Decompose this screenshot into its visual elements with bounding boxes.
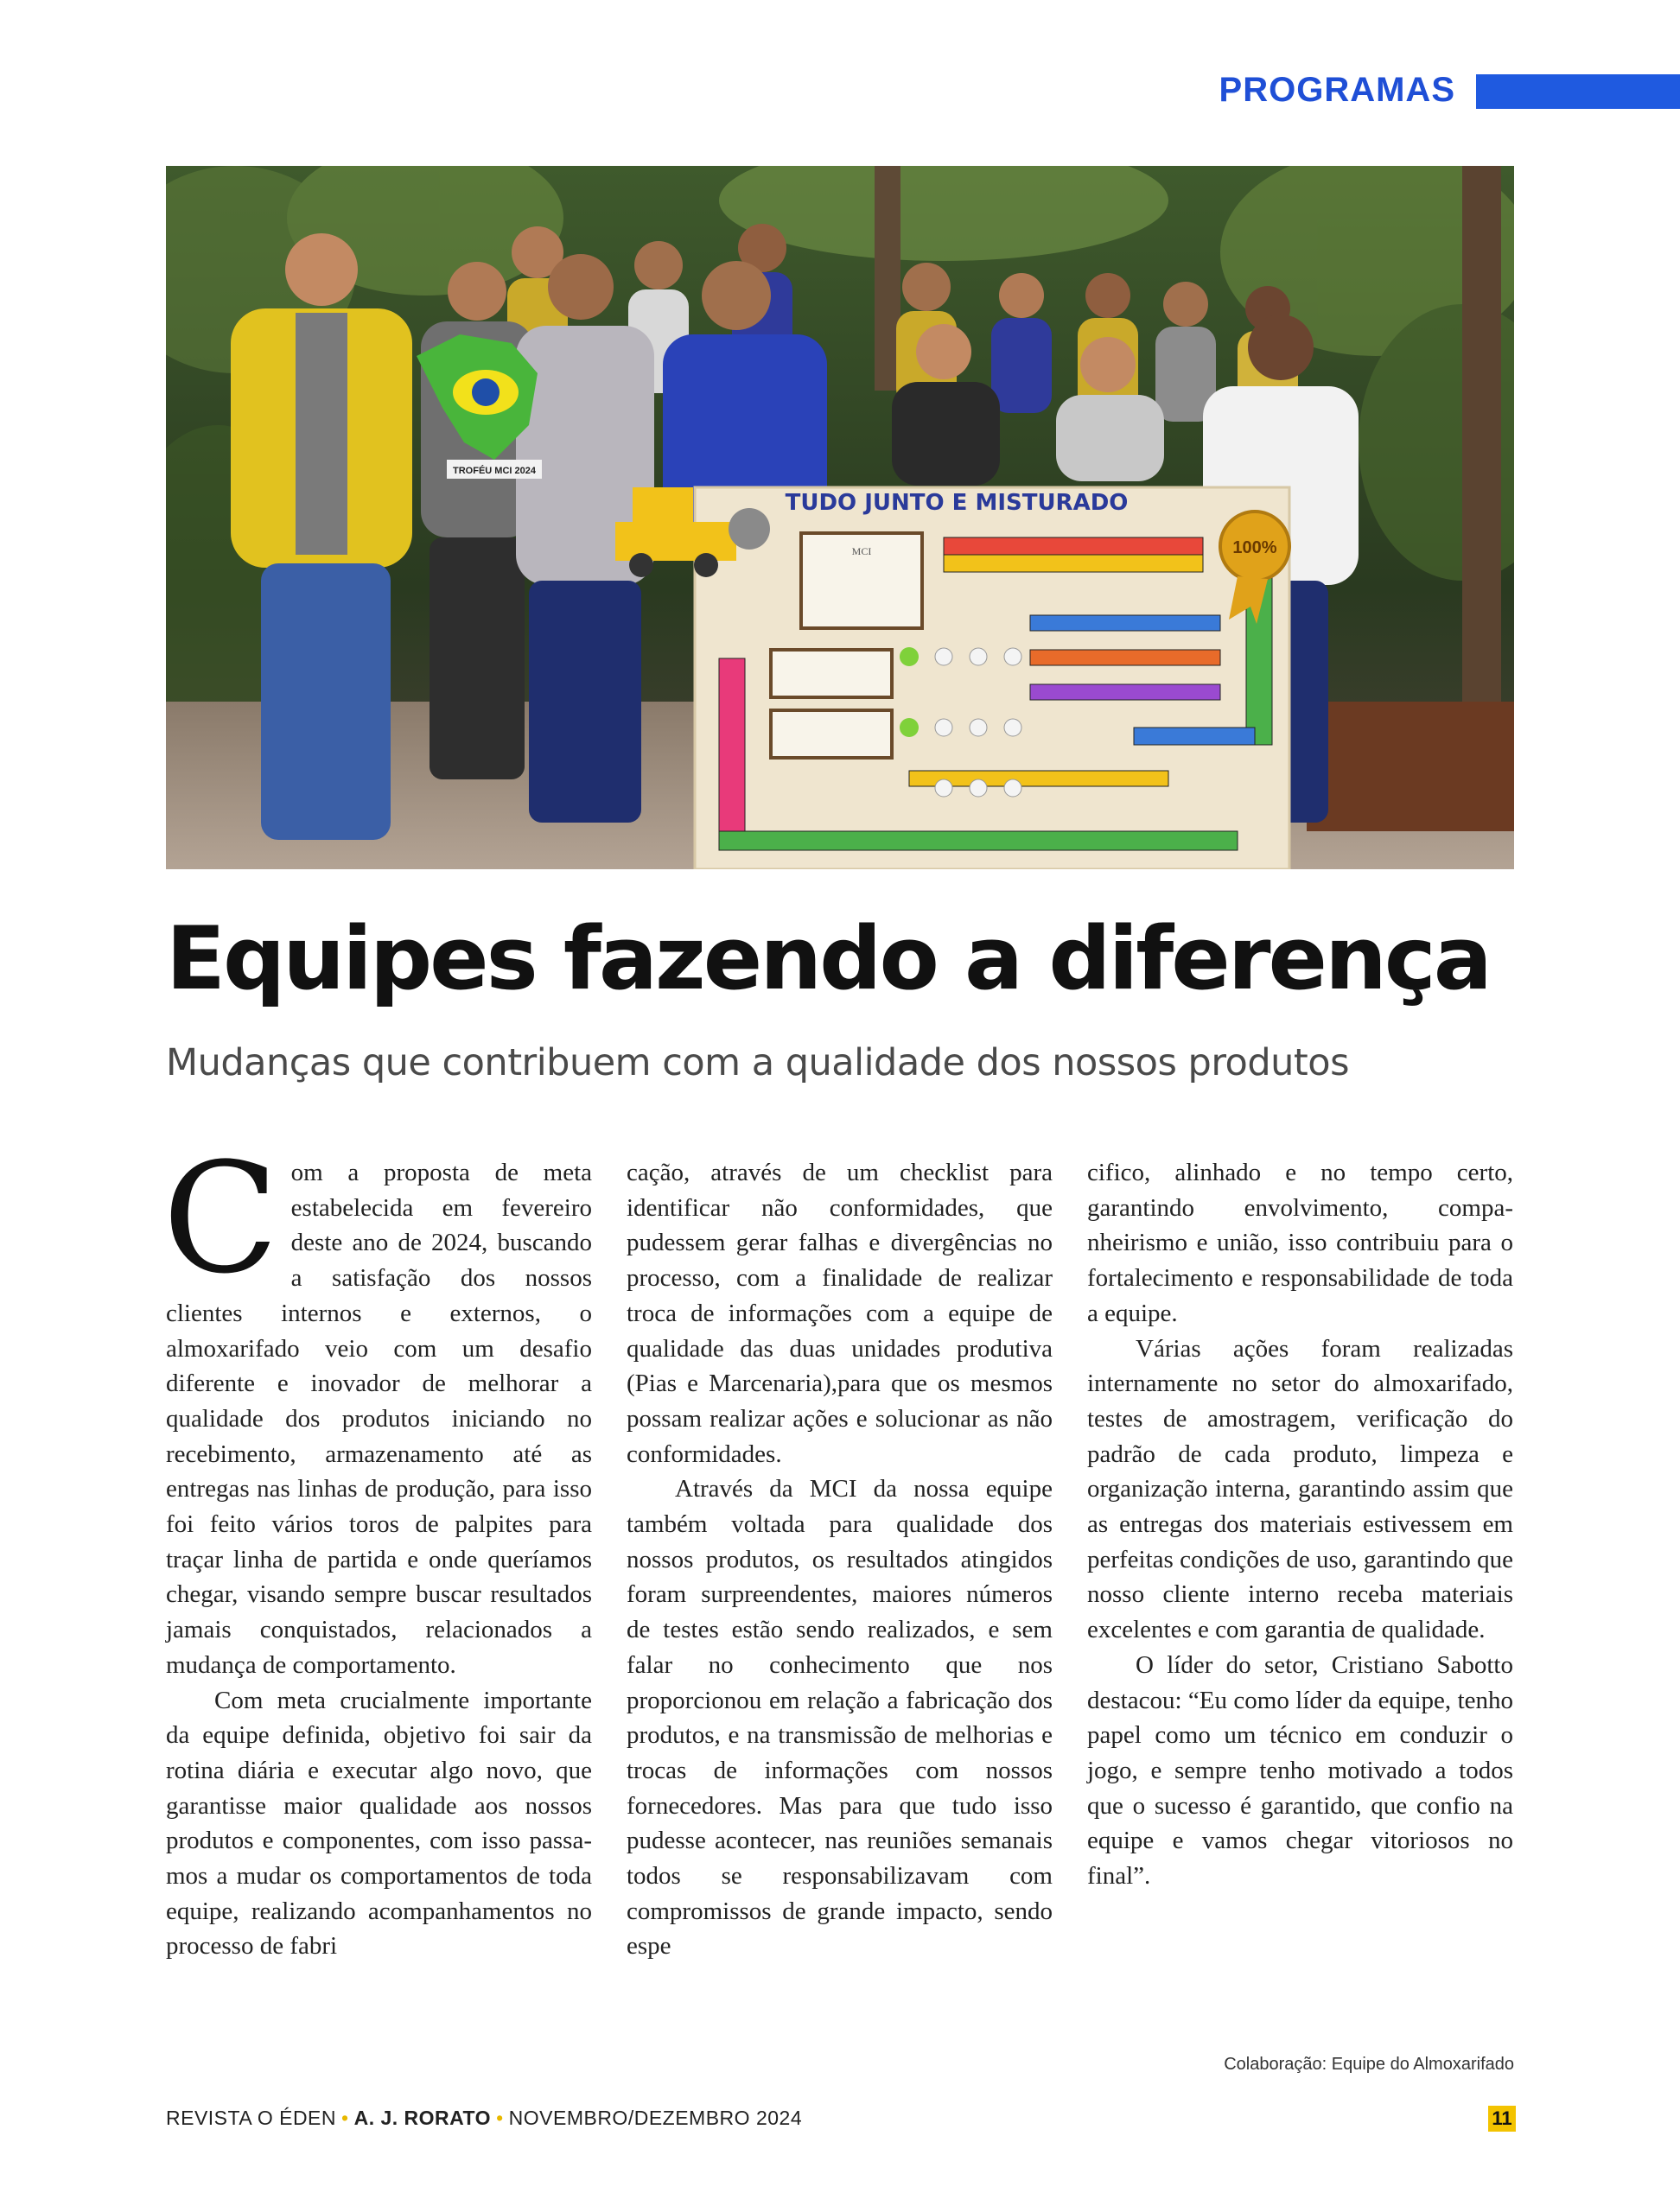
page-footer — [166, 2107, 802, 2130]
paragraph: Com meta crucialmente importante da equipe definida, objetivo foi sair da rotina diária e executar algo novo, que garantisse maior qualidade aos nossos produtos e componentes, com isso passamos a mudar os comportamentos de toda equipe, realizando acompanhamentos no processo de fabri — [166, 1686, 592, 1961]
section-label: PROGRAMAS — [1219, 71, 1455, 109]
paragraph: O líder do setor, Cristiano Sabotto destacou: “Eu como líder da equipe, tenho papel como um técnico em conduzir o jogo, e sempre tenho motivado a todos que o sucesso é garantido, que confio na equipe e vamos chegar vitoriosos no final”. — [1087, 1650, 1513, 1891]
column-1 — [162, 1130, 592, 2037]
column-3 — [1087, 1155, 1513, 2037]
trophy-label: TROFÉU MCI 2024 — [453, 466, 536, 476]
paragraph: cifico, alinhado e no tempo certo, garantindo envolvimento, companheirismo e união, isso contribuiu para o fortalecimento e responsabilidade de toda a equipe. — [1087, 1159, 1513, 1327]
separator-dot: • — [496, 2107, 504, 2129]
issue-date: NOVEMBRO/DEZEMBRO 2024 — [508, 2107, 803, 2129]
company-name: A. J. RORATO — [353, 2107, 492, 2129]
paragraph-text: om a proposta de meta estabelecida em fevereiro deste ano de 2024, buscando a satisfação dos nossos clientes internos e externos, o almoxarifado veio com um desafio diferente e inovador de melhorar a qualidade dos produtos iniciando no recebimento, armazenamento até as entregas nas linhas de produção, para isso foi feito vários toros de palpites para traçar linha de partida e onde queríamos chegar, visando sempre buscar resultados jamais conquistados, relacionados a mudança de comportamento. — [166, 1159, 592, 1679]
article-body — [162, 1130, 1514, 2037]
page-number: 11 — [1488, 2106, 1516, 2132]
board-card-title: MCI — [851, 545, 872, 557]
team-photo — [166, 166, 1514, 869]
separator-dot: • — [341, 2107, 349, 2129]
section-accent-bar — [1476, 74, 1680, 109]
article-title: Equipes fazendo a diferença — [166, 907, 1490, 1009]
seal-text: 100% — [1232, 538, 1277, 557]
photo-credit: Colaboração: Equipe do Almoxarifado — [1224, 2055, 1514, 2074]
paragraph — [162, 1130, 592, 1683]
article-subtitle: Mudanças que contribuem com a qualidade dos nossos produtos — [166, 1041, 1349, 1084]
column-2 — [627, 1155, 1053, 2037]
magazine-name: REVISTA O ÉDEN — [166, 2107, 337, 2129]
drop-cap: C — [162, 1130, 279, 1307]
paragraph: Várias ações foram realizadas internamente no setor do almoxarifado, testes de amostragem, verificação do padrão de cada produto, limpeza e organização interna, garantindo assim que as entregas dos materiais estivessem em perfeitas condições de uso, garantindo que nosso cliente interno receba materiais excelentes e com garantia de qualidade. — [1087, 1334, 1513, 1644]
board-title: TUDO JUNTO E MISTURADO — [785, 490, 1129, 516]
paragraph: cação, através de um checklist para identificar não conformidades, que pudessem gerar falhas e divergências no processo, com a finalidade de realizar troca de informações com a equipe de qualidade das duas unidades produtiva (Pias e Marcenaria),para que os mesmos possam realizar ações e solucionar as não conformidades. — [627, 1159, 1053, 1468]
paragraph: Através da MCI da nossa equipe também voltada para qualidade dos nossos produtos, os resultados atingidos foram surpreendentes, maiores números de testes estão sendo realizados, e sem falar no conhecimento que nos proporcionou em relação a fabricação dos produtos, e na transmissão de melhorias e trocas de informações com nossos fornecedores. Mas para que tudo isso pudesse acontecer, nas reuniões semanais todos se responsabilizavam com compromissos de grande impacto, sendo espe — [627, 1475, 1053, 1961]
